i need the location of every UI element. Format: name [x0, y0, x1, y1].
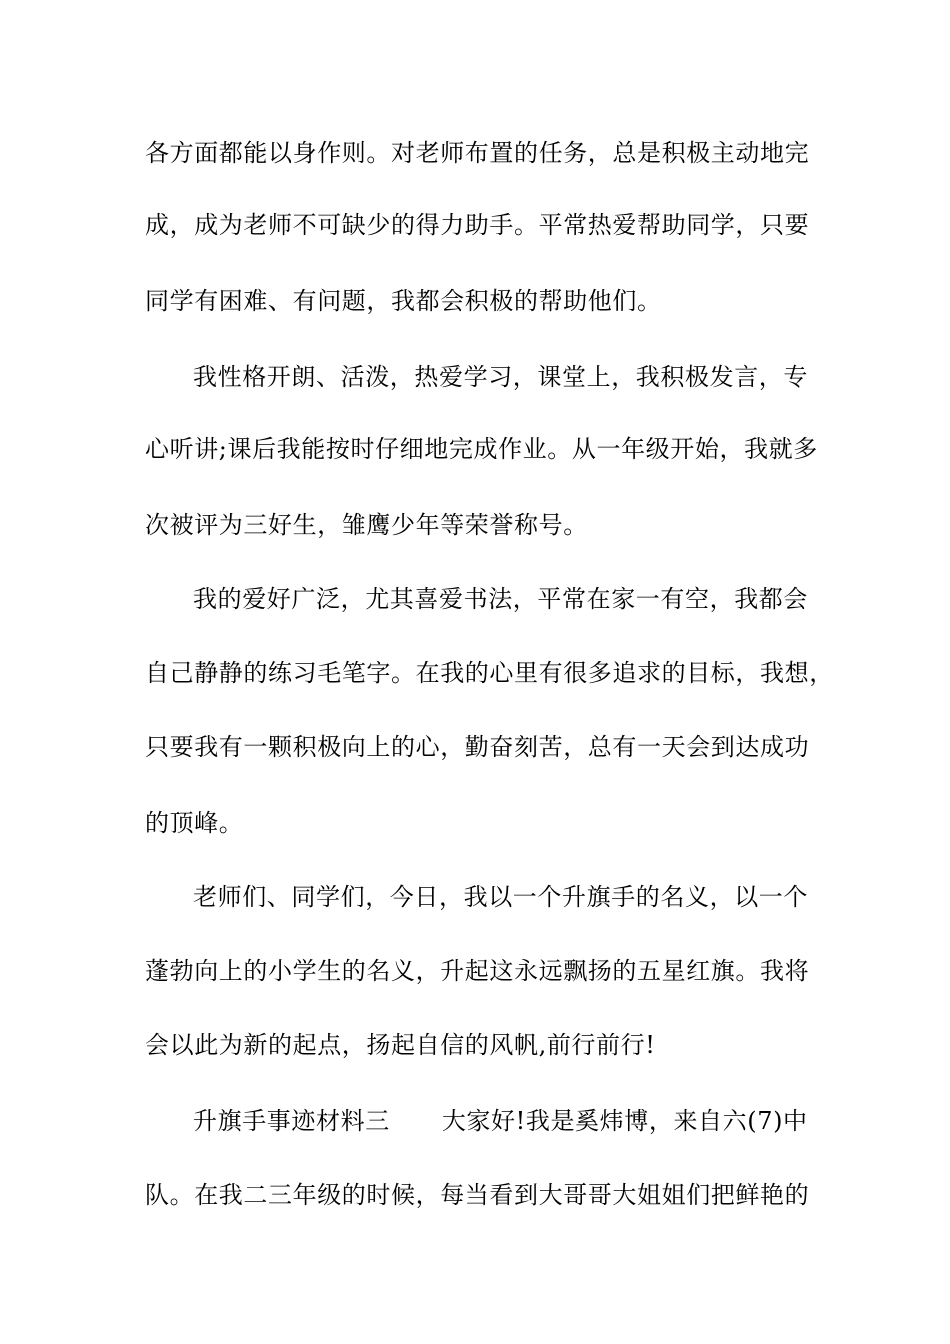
text-line: 蓬勃向上的小学生的名义，升起这永远飘扬的五星红旗。我将	[145, 957, 810, 985]
text-line: 成，成为老师不可缺少的得力助手。平常热爱帮助同学，只要	[145, 211, 810, 239]
text-line: 各方面都能以身作则。对老师布置的任务，总是积极主动地完	[145, 139, 810, 167]
text-line: 心听讲;课后我能按时仔细地完成作业。从一年级开始，我就多	[145, 435, 818, 463]
text-line: 只要我有一颗积极向上的心，勤奋刻苦，总有一天会到达成功	[145, 733, 810, 761]
paragraph-first-line: 我的爱好广泛，尤其喜爱书法，平常在家一有空，我都会	[193, 585, 808, 613]
text-line: 同学有困难、有问题，我都会积极的帮助他们。	[145, 287, 662, 315]
paragraph-first-line: 我性格开朗、活泼，热爱学习，课堂上，我积极发言，专	[193, 363, 808, 391]
text-line: 次被评为三好生，雏鹰少年等荣誉称号。	[145, 511, 588, 539]
text-line: 的顶峰。	[145, 809, 244, 837]
paragraph-first-line: 老师们、同学们，今日，我以一个升旗手的名义，以一个	[193, 883, 808, 911]
paragraph-first-line	[193, 1106, 808, 1136]
greeting-text: 大家好!我是奚炜博，来自六(7)中	[441, 1107, 808, 1135]
text-line: 会以此为新的起点，扬起自信的风帆,前行前行!	[145, 1031, 656, 1059]
text-line: 队。在我二三年级的时候，每当看到大哥哥大姐姐们把鲜艳的	[145, 1181, 810, 1209]
section-heading: 升旗手事迹材料三	[193, 1107, 390, 1135]
text-line: 自己静静的练习毛笔字。在我的心里有很多追求的目标，我想，	[145, 659, 834, 687]
